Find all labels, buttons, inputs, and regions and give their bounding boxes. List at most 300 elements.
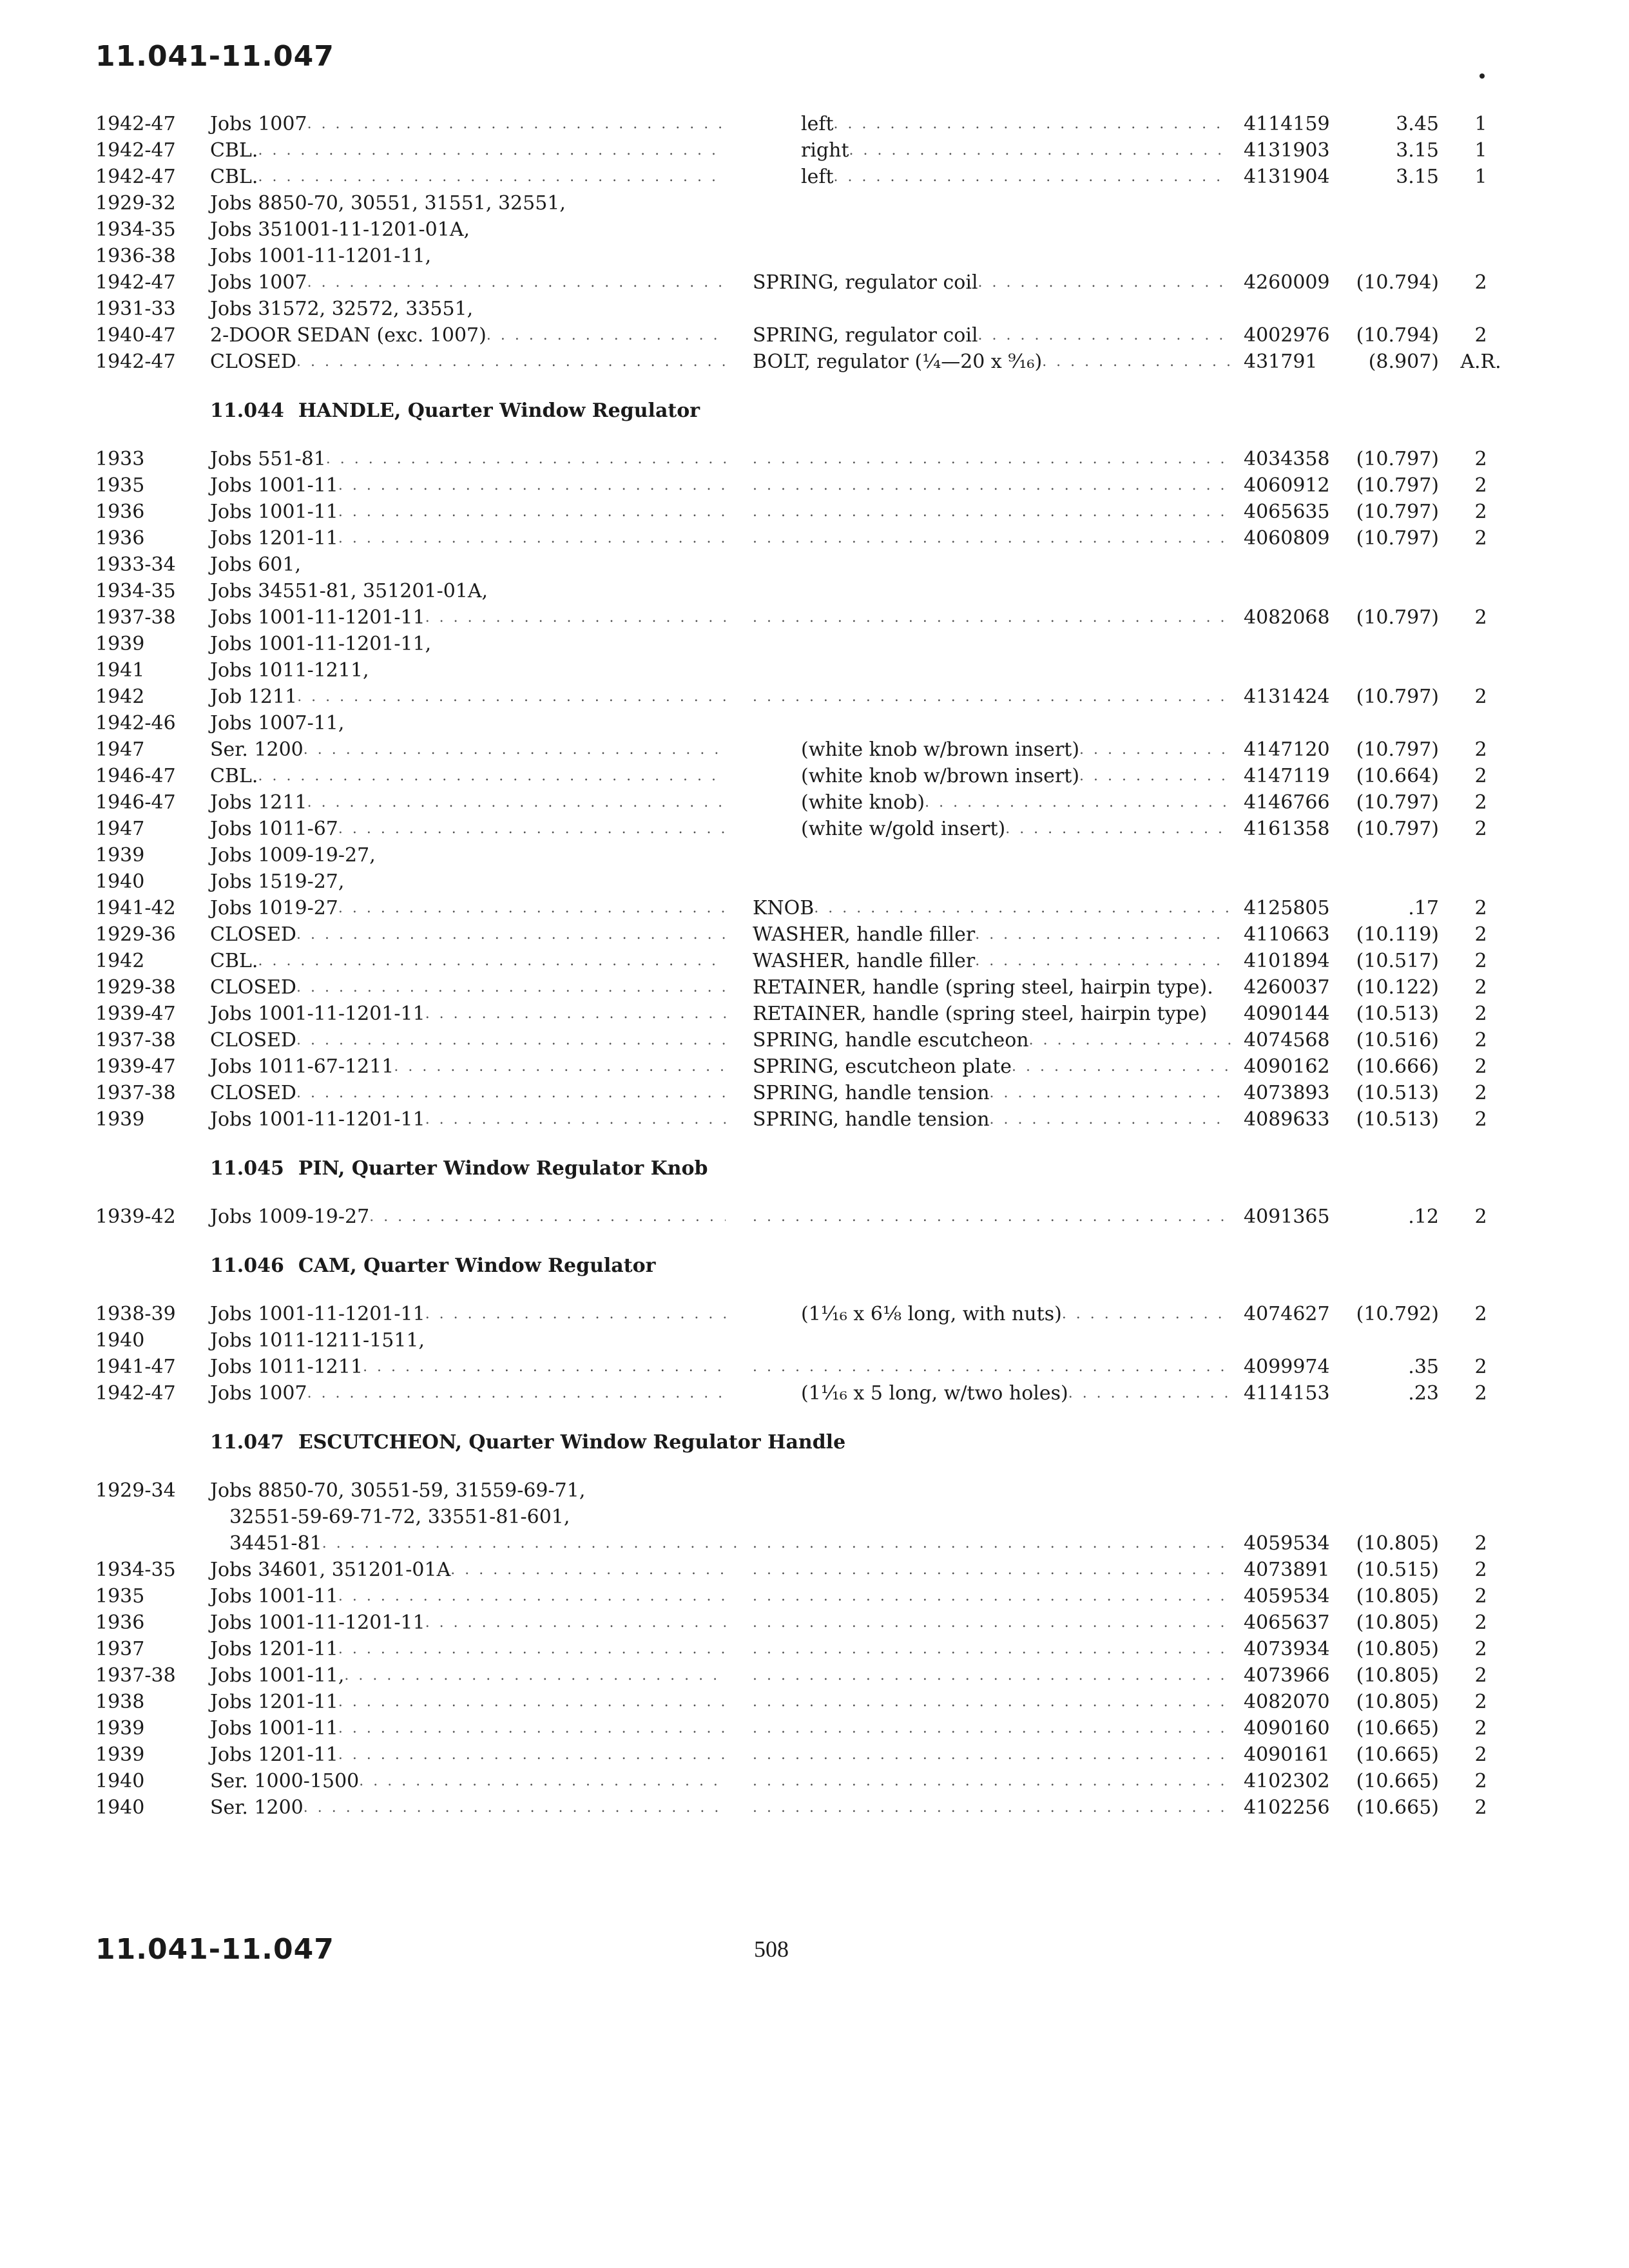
jobs-text: 32551-59-69-71-72, 33551-81-601, <box>229 1506 570 1528</box>
table-row <box>95 1610 1487 1636</box>
description-cell <box>753 1794 1231 1821</box>
table-row <box>95 1557 1487 1583</box>
dot-leader <box>990 1106 1231 1133</box>
price-cell: 3.15 <box>1396 166 1439 188</box>
part-number-cell: 4099974 <box>1244 1356 1330 1378</box>
table-row <box>95 1689 1487 1715</box>
quantity-cell: 2 <box>1474 1559 1487 1581</box>
dot-leader <box>753 1636 1231 1662</box>
year-cell: 1941-42 <box>95 897 176 919</box>
description-cell <box>753 322 1231 349</box>
description-text: (white knob w/brown insert) <box>801 765 1080 787</box>
description-text: SPRING, escutcheon plate <box>753 1055 1012 1078</box>
jobs-text: Jobs 34601, 351201-01A <box>210 1559 451 1581</box>
price-cell: .35 <box>1408 1356 1439 1378</box>
price-cell: (10.517) <box>1356 950 1439 972</box>
price-cell: (10.794) <box>1356 271 1439 294</box>
description-cell <box>753 948 1231 974</box>
jobs-text: Jobs 1519-27, <box>210 870 345 893</box>
quantity-cell: 2 <box>1474 923 1487 946</box>
description-cell <box>753 1204 1231 1230</box>
parts-list <box>95 111 1501 1821</box>
price-cell: (10.513) <box>1356 1082 1439 1104</box>
quantity-cell: 2 <box>1474 1796 1487 1819</box>
year-cell: 1946-47 <box>95 791 176 814</box>
quantity-cell: 2 <box>1474 1356 1487 1378</box>
jobs-cell <box>210 1610 726 1636</box>
year-cell: 1938-39 <box>95 1303 176 1325</box>
jobs-cell <box>210 842 726 869</box>
table-row <box>95 111 1487 137</box>
quantity-cell: 2 <box>1474 1532 1487 1555</box>
description-cell <box>753 1662 1231 1689</box>
quantity-cell: 2 <box>1474 818 1487 840</box>
jobs-cell <box>210 1053 726 1080</box>
section-title <box>210 399 700 422</box>
jobs-cell <box>210 1530 745 1557</box>
dot-leader <box>338 525 726 552</box>
part-number-cell: 4073966 <box>1244 1664 1330 1687</box>
jobs-text: 2-DOOR SEDAN (exc. 1007) <box>210 324 487 347</box>
part-number-cell: 4002976 <box>1244 324 1330 347</box>
table-row <box>95 322 1487 349</box>
dot-leader <box>753 1689 1231 1715</box>
quantity-cell: 2 <box>1474 271 1487 294</box>
dot-leader <box>307 269 726 296</box>
section-number: 11.044 <box>210 399 284 422</box>
jobs-cell <box>210 446 726 472</box>
section-number: 11.046 <box>210 1254 284 1277</box>
year-cell: 1929-32 <box>95 192 176 215</box>
jobs-cell <box>210 1583 726 1610</box>
jobs-text: Jobs 1001-11 <box>210 1717 338 1740</box>
year-cell: 1936 <box>95 501 145 523</box>
table-row <box>95 525 1487 552</box>
quantity-cell: 2 <box>1474 976 1487 999</box>
jobs-text: CLOSED <box>210 1082 296 1104</box>
dot-leader <box>1029 1027 1231 1053</box>
table-row <box>95 1794 1487 1821</box>
description-text: (white knob w/brown insert) <box>801 738 1080 761</box>
table-row <box>95 1001 1487 1027</box>
price-cell: (10.665) <box>1356 1744 1439 1766</box>
part-number-cell: 4060809 <box>1244 527 1330 550</box>
description-cell <box>801 137 1231 164</box>
quantity-cell: 2 <box>1474 1108 1487 1131</box>
description-cell <box>753 604 1231 631</box>
year-cell: 1937 <box>95 1638 145 1660</box>
section-title <box>210 1431 845 1454</box>
part-number-cell: 4059534 <box>1244 1532 1330 1555</box>
description-cell <box>753 1768 1231 1794</box>
jobs-text: Ser. 1200 <box>210 738 304 761</box>
description-text: KNOB <box>753 897 815 919</box>
quantity-cell: 1 <box>1474 113 1487 135</box>
part-number-cell: 4131904 <box>1244 166 1330 188</box>
jobs-text: Jobs 1007 <box>210 271 307 294</box>
year-cell: 1942-46 <box>95 712 176 735</box>
jobs-cell <box>210 710 726 736</box>
part-number-cell: 4082068 <box>1244 606 1330 629</box>
jobs-text: Jobs 1201-11 <box>210 527 338 550</box>
year-cell: 1939-47 <box>95 1003 176 1025</box>
table-row <box>95 190 1442 216</box>
dot-leader <box>338 816 726 842</box>
price-cell: (10.805) <box>1356 1585 1439 1608</box>
jobs-text: Jobs 1201-11 <box>210 1691 338 1713</box>
jobs-text: Jobs 1001-11-1201-11 <box>210 1303 425 1325</box>
jobs-text: Jobs 1011-67 <box>210 818 338 840</box>
jobs-cell <box>210 631 726 657</box>
year-cell: 1939 <box>95 633 145 655</box>
description-cell <box>801 1380 1231 1407</box>
quantity-cell: 2 <box>1474 1611 1487 1634</box>
jobs-text: Jobs 1011-67-1211 <box>210 1055 394 1078</box>
price-cell: (10.665) <box>1356 1717 1439 1740</box>
quantity-cell: 2 <box>1474 950 1487 972</box>
jobs-text: Jobs 1201-11 <box>210 1638 338 1660</box>
part-number-cell: 4090161 <box>1244 1744 1330 1766</box>
quantity-cell: 2 <box>1474 1717 1487 1740</box>
table-row <box>95 1636 1487 1662</box>
table-row <box>95 1530 1487 1557</box>
jobs-cell <box>210 1477 726 1504</box>
table-row <box>95 1662 1487 1689</box>
table-row <box>95 216 1442 243</box>
jobs-cell <box>210 1301 726 1327</box>
description-cell <box>753 1053 1231 1080</box>
dot-leader <box>304 736 726 763</box>
description-cell <box>801 763 1231 789</box>
table-row <box>95 1504 1442 1530</box>
part-number-cell: 4089633 <box>1244 1108 1330 1131</box>
dot-leader <box>753 1204 1231 1230</box>
quantity-cell: 2 <box>1474 1082 1487 1104</box>
description-cell <box>801 816 1231 842</box>
part-number-cell: 4091365 <box>1244 1206 1330 1228</box>
quantity-cell: 2 <box>1474 1382 1487 1405</box>
part-number-cell: 4114153 <box>1244 1382 1330 1405</box>
part-number-cell: 4131424 <box>1244 686 1330 708</box>
year-cell: 1942 <box>95 950 145 972</box>
description-cell <box>753 1583 1231 1610</box>
quantity-cell: 2 <box>1474 501 1487 523</box>
description-text: (1¹⁄₁₆ x 5 long, w/two holes) <box>801 1382 1068 1405</box>
table-row <box>95 349 1501 375</box>
table-row <box>95 1354 1487 1380</box>
year-cell: 1937-38 <box>95 1082 176 1104</box>
year-cell: 1933 <box>95 448 145 470</box>
jobs-text: Jobs 1001-11, <box>210 1664 345 1687</box>
year-cell: 1940 <box>95 1796 145 1819</box>
year-cell: 1941 <box>95 659 145 682</box>
dot-leader <box>814 895 1231 921</box>
price-cell: (10.805) <box>1356 1691 1439 1713</box>
jobs-cell <box>210 763 726 789</box>
dot-leader <box>258 948 726 974</box>
part-number-cell: 4101894 <box>1244 950 1330 972</box>
jobs-cell <box>210 736 726 763</box>
dot-leader <box>307 1380 726 1407</box>
description-text: RETAINER, handle (spring steel, hairpin type) <box>753 1003 1208 1025</box>
jobs-text: Jobs 1001-11-1201-11 <box>210 1108 425 1131</box>
part-number-cell: 4110663 <box>1244 923 1330 946</box>
description-text: BOLT, regulator (¼—20 x ⁹⁄₁₆) <box>753 351 1043 373</box>
year-cell: 1940 <box>95 1329 145 1352</box>
jobs-cell <box>210 137 726 164</box>
table-row <box>95 1053 1487 1080</box>
jobs-cell <box>210 1504 745 1530</box>
description-cell <box>753 525 1231 552</box>
dot-leader <box>425 1301 726 1327</box>
year-cell: 1939-47 <box>95 1055 176 1078</box>
jobs-text: CLOSED <box>210 923 296 946</box>
description-cell <box>753 269 1231 296</box>
dot-leader <box>450 1557 726 1583</box>
quantity-cell: 2 <box>1474 1691 1487 1713</box>
jobs-cell <box>210 243 726 269</box>
table-row <box>95 842 1442 869</box>
year-cell: 1937-38 <box>95 1664 176 1687</box>
part-number-cell: 4146766 <box>1244 791 1330 814</box>
dot-leader <box>990 1080 1231 1106</box>
table-row <box>95 243 1442 269</box>
dot-leader <box>338 1742 726 1768</box>
price-cell: (10.797) <box>1356 818 1439 840</box>
dot-leader <box>338 1689 726 1715</box>
dot-leader <box>296 974 726 1001</box>
table-row <box>95 789 1487 816</box>
jobs-text: Jobs 1001-11 <box>210 501 338 523</box>
part-number-cell: 4131903 <box>1244 139 1330 162</box>
jobs-cell <box>210 499 726 525</box>
section-name: HANDLE, Quarter Window Regulator <box>298 399 700 422</box>
section-number: 11.045 <box>210 1157 284 1180</box>
dot-leader <box>753 1662 1231 1689</box>
jobs-cell <box>210 1662 726 1689</box>
description-cell <box>753 1530 1231 1557</box>
dot-leader <box>296 921 726 948</box>
price-cell: (10.792) <box>1356 1303 1439 1325</box>
quantity-cell: 2 <box>1474 1055 1487 1078</box>
quantity-cell: 2 <box>1474 1744 1487 1766</box>
price-cell: (10.665) <box>1356 1796 1439 1819</box>
description-text: SPRING, handle escutcheon <box>753 1029 1029 1052</box>
description-cell <box>753 1354 1231 1380</box>
price-cell: (10.797) <box>1356 606 1439 629</box>
jobs-text: Jobs 8850-70, 30551-59, 31559-69-71, <box>210 1479 586 1502</box>
table-row <box>95 164 1487 190</box>
description-text: (white w/gold insert) <box>801 818 1006 840</box>
jobs-cell <box>210 604 726 631</box>
jobs-cell <box>210 296 726 322</box>
jobs-cell <box>210 1027 726 1053</box>
jobs-text: Jobs 1009-19-27 <box>210 1206 370 1228</box>
dot-leader <box>338 472 726 499</box>
dot-leader <box>753 1742 1231 1768</box>
description-cell <box>801 736 1231 763</box>
jobs-text: Jobs 1001-11-1201-11, <box>210 245 432 267</box>
jobs-cell <box>210 1354 726 1380</box>
table-row <box>95 1768 1487 1794</box>
year-cell: 1929-36 <box>95 923 176 946</box>
year-cell: 1946-47 <box>95 765 176 787</box>
jobs-cell <box>210 164 726 190</box>
quantity-cell: 2 <box>1474 1664 1487 1687</box>
description-text: WASHER, handle filler <box>753 923 976 946</box>
dot-leader <box>753 1354 1231 1380</box>
part-number-cell: 4065637 <box>1244 1611 1330 1634</box>
description-cell <box>753 446 1231 472</box>
year-cell: 1936 <box>95 1611 145 1634</box>
description-text: (white knob) <box>801 791 925 814</box>
part-number-cell: 4125805 <box>1244 897 1330 919</box>
dot-leader <box>425 1610 726 1636</box>
jobs-text: Jobs 351001-11-1201-01A, <box>210 218 470 241</box>
price-cell: (10.122) <box>1356 976 1439 999</box>
year-cell: 1937-38 <box>95 606 176 629</box>
year-cell: 1929-38 <box>95 976 176 999</box>
dot-leader <box>1079 736 1231 763</box>
part-number-cell: 4090160 <box>1244 1717 1330 1740</box>
price-cell: (10.664) <box>1356 765 1439 787</box>
jobs-text: CLOSED <box>210 1029 296 1052</box>
dot-leader <box>338 895 726 921</box>
year-cell: 1942-47 <box>95 1382 176 1405</box>
description-cell <box>753 1610 1231 1636</box>
jobs-cell <box>210 789 726 816</box>
jobs-cell <box>210 525 726 552</box>
dot-leader <box>363 1354 726 1380</box>
jobs-text: Jobs 34551-81, 351201-01A, <box>210 580 488 602</box>
jobs-text: Jobs 1007-11, <box>210 712 345 735</box>
table-row <box>95 974 1487 1001</box>
table-row <box>95 869 1442 895</box>
jobs-cell <box>210 1380 726 1407</box>
jobs-cell <box>210 869 726 895</box>
part-number-cell: 4059534 <box>1244 1585 1330 1608</box>
description-cell <box>753 1689 1231 1715</box>
description-cell <box>753 1080 1231 1106</box>
year-cell: 1940 <box>95 1770 145 1792</box>
description-text: WASHER, handle filler <box>753 950 976 972</box>
year-cell: 1939 <box>95 1717 145 1740</box>
year-cell: 1934-35 <box>95 218 176 241</box>
dot-leader <box>1068 1380 1231 1407</box>
quantity-cell: 2 <box>1474 1003 1487 1025</box>
jobs-cell <box>210 948 726 974</box>
jobs-cell <box>210 1636 726 1662</box>
price-cell: .17 <box>1408 897 1439 919</box>
dot-leader <box>753 499 1231 525</box>
table-row <box>95 710 1442 736</box>
year-cell: 1942-47 <box>95 351 176 373</box>
dot-leader <box>753 446 1231 472</box>
year-cell: 1939 <box>95 1744 145 1766</box>
section-heading <box>95 1133 1442 1204</box>
part-number-cell: 4060912 <box>1244 474 1330 497</box>
quantity-cell: 2 <box>1474 527 1487 550</box>
dot-leader <box>753 1557 1231 1583</box>
table-row <box>95 446 1487 472</box>
table-row <box>95 137 1487 164</box>
jobs-text: CBL. <box>210 765 258 787</box>
table-row <box>95 472 1487 499</box>
table-row <box>95 269 1487 296</box>
quantity-cell: 2 <box>1474 1206 1487 1228</box>
dot-leader <box>753 1715 1231 1742</box>
dot-leader <box>753 525 1231 552</box>
jobs-text: Job 1211 <box>210 686 298 708</box>
dot-leader <box>849 137 1231 164</box>
jobs-cell <box>210 1080 726 1106</box>
table-row <box>95 1477 1442 1504</box>
year-cell: 1938 <box>95 1691 145 1713</box>
table-row <box>95 763 1487 789</box>
quantity-cell: 1 <box>1474 139 1487 162</box>
section-title <box>210 1157 708 1180</box>
dot-leader <box>338 1636 726 1662</box>
jobs-text: Jobs 1211 <box>210 791 307 814</box>
price-cell: (10.794) <box>1356 324 1439 347</box>
dot-leader <box>975 921 1231 948</box>
description-text: right <box>801 139 849 162</box>
year-cell: 1942-47 <box>95 271 176 294</box>
jobs-text: CBL. <box>210 166 258 188</box>
section-heading <box>95 1407 1442 1477</box>
dot-leader <box>1062 1301 1231 1327</box>
part-number-cell: 4090144 <box>1244 1003 1330 1025</box>
jobs-cell <box>210 1794 726 1821</box>
jobs-text: Ser. 1000-1500 <box>210 1770 360 1792</box>
jobs-text: Jobs 31572, 32572, 33551, <box>210 298 474 320</box>
table-row <box>95 578 1442 604</box>
dot-leader <box>978 322 1231 349</box>
price-cell: (10.513) <box>1356 1108 1439 1131</box>
jobs-cell <box>210 895 726 921</box>
quantity-cell: 2 <box>1474 1770 1487 1792</box>
price-cell: (10.516) <box>1356 1029 1439 1052</box>
year-cell: 1939-42 <box>95 1206 176 1228</box>
section-heading <box>95 1230 1442 1301</box>
jobs-text: Jobs 1019-27 <box>210 897 338 919</box>
description-text: (1¹⁄₁₆ x 6⅛ long, with nuts) <box>801 1303 1062 1325</box>
table-row <box>95 948 1487 974</box>
jobs-cell <box>210 816 726 842</box>
description-text: left <box>801 166 834 188</box>
price-cell: 3.15 <box>1396 139 1439 162</box>
description-cell <box>753 1106 1231 1133</box>
dot-leader <box>369 1204 726 1230</box>
description-cell <box>753 1557 1231 1583</box>
dot-leader <box>753 472 1231 499</box>
quantity-cell: 2 <box>1474 1638 1487 1660</box>
dot-leader <box>344 1662 726 1689</box>
dot-leader <box>1005 816 1231 842</box>
year-cell: 1934-35 <box>95 1559 176 1581</box>
description-cell <box>801 789 1231 816</box>
price-cell: (10.515) <box>1356 1559 1439 1581</box>
jobs-cell <box>210 349 726 375</box>
quantity-cell: 2 <box>1474 606 1487 629</box>
jobs-cell <box>210 1001 726 1027</box>
table-row <box>95 552 1442 578</box>
quantity-cell: 2 <box>1474 765 1487 787</box>
jobs-text: CLOSED <box>210 351 296 373</box>
quantity-cell: 2 <box>1474 791 1487 814</box>
quantity-cell: 2 <box>1474 324 1487 347</box>
table-row <box>95 1327 1442 1354</box>
